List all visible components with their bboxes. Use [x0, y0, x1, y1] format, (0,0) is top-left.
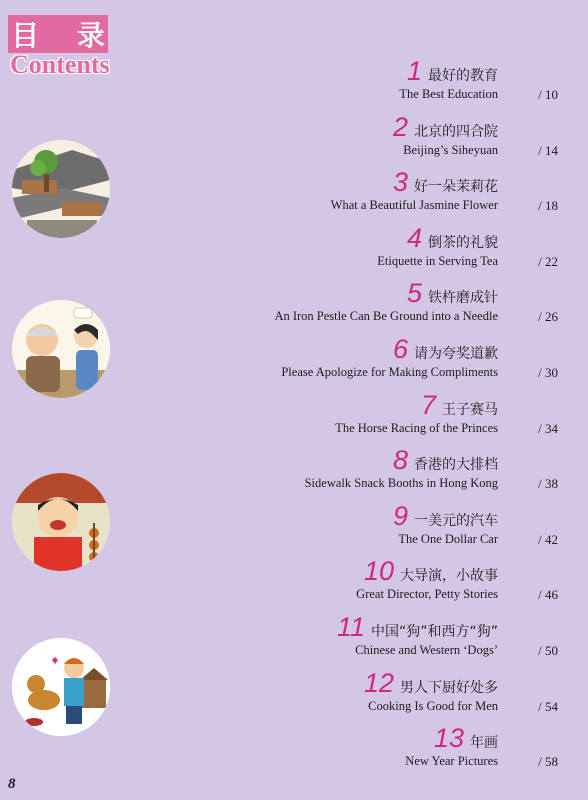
chapter-page: / 38 [538, 476, 558, 492]
chapter-title-cn: 好一朵茉莉花 [414, 179, 498, 196]
chapter-title-cn: 男人下厨好处多 [400, 679, 498, 696]
chapter-page: / 18 [538, 198, 558, 214]
chapter-title-en: Chinese and Western ‘Dogs’ [355, 643, 498, 657]
chapter-number: 3 [392, 167, 408, 198]
chapter-number: 8 [392, 445, 408, 476]
toc-entry[interactable] [238, 334, 558, 390]
chapter-number: 12 [363, 667, 394, 698]
toc-entry[interactable] [238, 167, 558, 223]
chapter-page: / 22 [538, 253, 558, 269]
snack-booth-illustration [12, 473, 110, 571]
toc-entry[interactable] [238, 668, 558, 724]
chapter-title-cn: 年画 [470, 735, 498, 752]
chapter-page: / 46 [538, 587, 558, 603]
toc-heading [364, 556, 498, 587]
toc-entry[interactable] [238, 612, 558, 668]
chapter-number: 7 [420, 389, 436, 420]
chapter-number: 11 [336, 612, 365, 642]
toc-heading [407, 56, 498, 87]
toc-entry[interactable] [238, 723, 558, 779]
chapter-title-en: New Year Pictures [405, 754, 498, 769]
chapter-title-en: An Iron Pestle Can Be Ground into a Needle [274, 309, 498, 324]
chapter-title-en: The One Dollar Car [398, 531, 498, 546]
chapter-title-en: Great Director, Petty Stories [356, 587, 498, 602]
toc-entry[interactable] [238, 223, 558, 279]
chapter-page: / 54 [538, 698, 558, 714]
chapter-number: 9 [392, 500, 408, 531]
contents-title-en: Contents [10, 50, 110, 79]
toc-entry[interactable] [238, 278, 558, 334]
chapter-title-en: Cooking Is Good for Men [368, 698, 498, 713]
siheyuan-illustration [12, 140, 110, 238]
contents-title-cn: 目 录 [11, 19, 119, 52]
toc-heading [407, 278, 498, 309]
chapter-number: 5 [406, 278, 422, 309]
toc-entry[interactable] [238, 390, 558, 446]
toc-entry[interactable] [238, 556, 558, 612]
chapter-page: / 14 [538, 142, 558, 158]
chapter-title-en: What a Beautiful Jasmine Flower [330, 198, 498, 213]
chapter-title-cn: 王子赛马 [442, 401, 498, 418]
chapter-number: 1 [406, 56, 422, 86]
chapter-title-cn: 中国“狗”和西方“狗” [370, 624, 498, 640]
toc-heading [393, 445, 498, 476]
chapter-number: 6 [392, 334, 408, 364]
chapter-title-cn: 请为夸奖道歉 [414, 346, 498, 362]
toc-entry[interactable] [238, 56, 558, 112]
toc-entry[interactable] [238, 112, 558, 168]
toc-heading [434, 723, 498, 754]
old-woman-illustration [12, 300, 110, 398]
chapter-page: / 42 [538, 531, 558, 547]
toc-heading [337, 612, 498, 643]
chapter-title-cn: 大导演，小故事 [400, 568, 498, 585]
chapter-title-cn: 最好的教育 [428, 68, 498, 84]
chapter-title-en: Sidewalk Snack Booths in Hong Kong [304, 476, 498, 491]
toc-heading [393, 501, 498, 532]
man-dog-illustration [12, 638, 110, 736]
chapter-page: / 30 [538, 365, 558, 380]
chapter-title-en: Etiquette in Serving Tea [377, 253, 498, 268]
toc-heading [393, 167, 498, 198]
chapter-title-en: Beijing’s Siheyuan [403, 142, 498, 157]
chapter-title-cn: 倒茶的礼貌 [428, 234, 498, 251]
chapter-title-cn: 北京的四合院 [414, 123, 498, 140]
chapter-title-cn: 香港的大排档 [414, 457, 498, 474]
chapter-page: / 34 [538, 420, 558, 436]
chapter-page: / 26 [538, 309, 558, 325]
chapter-page: / 50 [538, 643, 558, 658]
chapter-number: 4 [406, 222, 422, 253]
toc-heading [393, 112, 498, 143]
chapter-page: / 58 [538, 754, 558, 770]
contents-header-box [8, 15, 119, 53]
chapter-number: 13 [433, 723, 464, 754]
chapter-title-cn: 铁杵磨成针 [428, 290, 498, 307]
toc-heading [421, 390, 498, 421]
chapter-title-en: The Best Education [399, 87, 498, 101]
toc-entry[interactable] [238, 445, 558, 501]
toc-heading [364, 668, 498, 699]
page-number: 8 [8, 776, 16, 792]
chapter-page: / 10 [538, 87, 558, 102]
chapter-title-en: Please Apologize for Making Compliments [281, 365, 498, 379]
chapter-title-en: The Horse Racing of the Princes [335, 420, 498, 435]
toc-entry[interactable] [238, 501, 558, 557]
chapter-number: 10 [363, 556, 394, 587]
chapter-title-cn: 一美元的汽车 [414, 512, 498, 529]
toc-heading [407, 223, 498, 254]
toc-heading [393, 334, 498, 365]
chapter-number: 2 [392, 111, 408, 142]
